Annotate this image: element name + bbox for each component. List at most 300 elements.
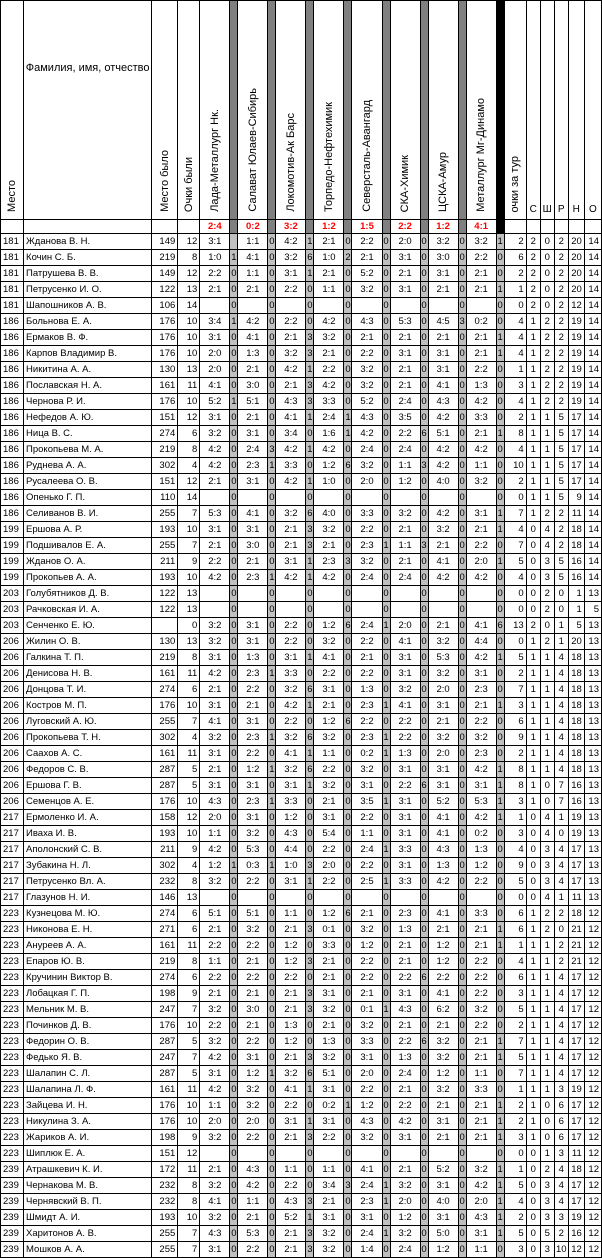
cell-points-were: 13 <box>178 586 200 602</box>
cell-stat: 1 <box>526 730 540 746</box>
cell-place-was: 176 <box>152 314 178 330</box>
cell-tour-points: 8 <box>504 762 526 778</box>
cell-prediction <box>352 586 382 602</box>
cell-stat: 14 <box>584 506 601 522</box>
cell-prediction: 3:1 <box>428 346 458 362</box>
cell-stat: 1 <box>540 730 554 746</box>
cell-prediction: 4:2 <box>200 570 230 586</box>
cell-prediction-points: 0 <box>458 746 466 762</box>
cell-prediction-points: 0 <box>496 1002 504 1018</box>
cell-prediction-points: 0 <box>382 522 390 538</box>
cell-tour-points: 7 <box>504 1066 526 1082</box>
cell-prediction: 3:3 <box>390 874 420 890</box>
cell-prediction-points: 0 <box>382 250 390 266</box>
cell-prediction: 2:1 <box>390 362 420 378</box>
cell-prediction-points: 1 <box>306 474 314 490</box>
cell-prediction: 1:3 <box>390 922 420 938</box>
cell-tour-points: 3 <box>504 986 526 1002</box>
cell-prediction: 3:1 <box>200 330 230 346</box>
cell-prediction-points: 1 <box>496 922 504 938</box>
header-stat-label: С <box>529 204 537 215</box>
header-match-spacer <box>496 1 504 220</box>
cell-place-was: 255 <box>152 714 178 730</box>
results-blank <box>540 220 554 234</box>
cell-prediction: 2:1 <box>390 266 420 282</box>
cell-stat: 2 <box>554 234 568 250</box>
cell-stat: 13 <box>584 682 601 698</box>
cell-stat: 0 <box>526 842 540 858</box>
cell-points-were: 10 <box>178 570 200 586</box>
cell-stat: 2 <box>540 1162 554 1178</box>
cell-prediction-points: 1 <box>496 1034 504 1050</box>
cell-points-were: 4 <box>178 458 200 474</box>
cell-stat: 0 <box>540 298 554 314</box>
cell-name: Федько Я. В. <box>24 1050 152 1066</box>
cell-name: Глазунов Н. И. <box>24 890 152 906</box>
cell-prediction: 2:2 <box>466 986 496 1002</box>
cell-name: Починков Д. В. <box>24 1018 152 1034</box>
cell-points-were: 10 <box>178 826 200 842</box>
cell-tour-points: 9 <box>504 730 526 746</box>
header-match-5-label: СКА-Химик <box>399 154 412 212</box>
cell-prediction-points: 0 <box>268 1098 276 1114</box>
cell-prediction-points: 0 <box>344 1146 352 1162</box>
header-match-5 <box>390 1 420 220</box>
cell-prediction: 3:1 <box>428 1178 458 1194</box>
cell-prediction: 2:1 <box>390 938 420 954</box>
cell-stat: 17 <box>568 970 584 986</box>
cell-prediction-points: 0 <box>458 890 466 906</box>
cell-prediction: 5:1 <box>238 906 268 922</box>
cell-name: Ершова Г. В. <box>24 778 152 794</box>
cell-stat: 0 <box>526 602 540 618</box>
cell-prediction: 3:1 <box>428 362 458 378</box>
cell-stat: 14 <box>584 314 601 330</box>
cell-name: Прокопьева М. А. <box>24 442 152 458</box>
cell-prediction: 1:3 <box>390 1050 420 1066</box>
cell-stat: 1 <box>540 490 554 506</box>
cell-prediction-points: 1 <box>306 698 314 714</box>
cell-prediction: 4:2 <box>428 442 458 458</box>
cell-prediction-points: 0 <box>496 1146 504 1162</box>
cell-prediction-points: 6 <box>344 458 352 474</box>
cell-prediction <box>390 490 420 506</box>
cell-points-were: 10 <box>178 1210 200 1226</box>
cell-prediction: 4:2 <box>466 650 496 666</box>
cell-tour-points: 4 <box>504 570 526 586</box>
cell-stat: 13 <box>584 874 601 890</box>
cell-prediction: 2:1 <box>238 986 268 1002</box>
cell-name: Шалапин С. Л. <box>24 1066 152 1082</box>
cell-prediction: 3:2 <box>200 618 230 634</box>
cell-prediction: 2:4 <box>390 1242 420 1258</box>
cell-prediction-points: 0 <box>420 234 428 250</box>
cell-points-were: 11 <box>178 938 200 954</box>
cell-stat: 1 <box>526 314 540 330</box>
cell-prediction <box>390 1146 420 1162</box>
cell-name: Чернявский В. П. <box>24 1194 152 1210</box>
cell-place-was: 130 <box>152 362 178 378</box>
cell-prediction-points: 0 <box>230 1210 238 1226</box>
cell-prediction: 2:1 <box>466 282 496 298</box>
cell-prediction-points: 0 <box>268 1194 276 1210</box>
cell-prediction-points: 1 <box>382 1226 390 1242</box>
cell-prediction-points: 0 <box>344 1194 352 1210</box>
cell-name: Шалапина Л. Ф. <box>24 1082 152 1098</box>
cell-prediction-points: 0 <box>344 282 352 298</box>
cell-prediction-points: 0 <box>420 250 428 266</box>
cell-stat: 13 <box>584 650 601 666</box>
cell-points-were: 6 <box>178 970 200 986</box>
results-spacer <box>420 220 428 234</box>
results-spacer <box>344 220 352 234</box>
cell-prediction-points: 1 <box>496 1194 504 1210</box>
cell-prediction-points: 0 <box>268 362 276 378</box>
cell-prediction: 2:0 <box>352 1066 382 1082</box>
cell-points-were: 10 <box>178 794 200 810</box>
cell-points-were: 10 <box>178 1098 200 1114</box>
cell-stat: 1 <box>540 458 554 474</box>
cell-prediction: 3:2 <box>390 1226 420 1242</box>
cell-prediction: 3:2 <box>276 1066 306 1082</box>
cell-prediction-points: 1 <box>306 570 314 586</box>
cell-prediction: 3:2 <box>200 874 230 890</box>
cell-prediction-points: 0 <box>344 746 352 762</box>
cell-prediction: 4:2 <box>238 1178 268 1194</box>
cell-prediction-points: 3 <box>306 330 314 346</box>
cell-prediction: 2:1 <box>200 538 230 554</box>
cell-prediction-points: 0 <box>268 1082 276 1098</box>
cell-prediction: 3:2 <box>466 234 496 250</box>
cell-place: 186 <box>1 442 24 458</box>
cell-stat: 0 <box>526 826 540 842</box>
cell-prediction-points: 0 <box>458 298 466 314</box>
cell-prediction: 2:1 <box>314 1018 344 1034</box>
cell-prediction-points: 0 <box>230 698 238 714</box>
cell-prediction-points: 0 <box>268 1226 276 1242</box>
cell-stat: 12 <box>584 1178 601 1194</box>
cell-prediction: 2:1 <box>314 954 344 970</box>
cell-prediction: 4:2 <box>352 426 382 442</box>
cell-prediction-points: 0 <box>230 346 238 362</box>
cell-stat: 2 <box>540 586 554 602</box>
cell-prediction-points: 0 <box>230 730 238 746</box>
cell-prediction: 1:2 <box>314 906 344 922</box>
cell-prediction: 1:2 <box>390 1210 420 1226</box>
cell-prediction-points: 0 <box>420 1178 428 1194</box>
cell-place: 199 <box>1 538 24 554</box>
cell-stat: 5 <box>554 570 568 586</box>
cell-stat: 18 <box>568 698 584 714</box>
cell-prediction-points: 6 <box>420 778 428 794</box>
cell-prediction-points: 0 <box>420 1066 428 1082</box>
cell-stat: 2 <box>540 394 554 410</box>
table-row <box>1 1178 602 1194</box>
cell-prediction: 2:0 <box>428 746 458 762</box>
cell-stat: 0 <box>540 1130 554 1146</box>
cell-prediction-points: 0 <box>268 922 276 938</box>
cell-prediction: 2:1 <box>466 426 496 442</box>
cell-name: Опенько Г. П. <box>24 490 152 506</box>
cell-stat: 3 <box>554 1210 568 1226</box>
cell-stat: 4 <box>554 650 568 666</box>
cell-prediction-points: 0 <box>230 938 238 954</box>
cell-prediction: 2:2 <box>276 634 306 650</box>
cell-prediction: 2:0 <box>200 1114 230 1130</box>
cell-prediction: 2:1 <box>466 1098 496 1114</box>
cell-stat: 1 <box>540 1034 554 1050</box>
cell-place: 239 <box>1 1194 24 1210</box>
cell-prediction: 4:1 <box>466 618 496 634</box>
cell-prediction-points: 0 <box>458 1226 466 1242</box>
cell-place-was: 219 <box>152 650 178 666</box>
cell-prediction-points: 0 <box>496 858 504 874</box>
cell-stat: 1 <box>540 746 554 762</box>
cell-stat: 14 <box>584 490 601 506</box>
cell-prediction-points: 0 <box>230 410 238 426</box>
cell-prediction: 5:2 <box>276 1210 306 1226</box>
cell-place-was: 176 <box>152 698 178 714</box>
table-row <box>1 1162 602 1178</box>
cell-prediction-points: 0 <box>230 1066 238 1082</box>
cell-prediction-points: 0 <box>306 458 314 474</box>
cell-prediction-points: 1 <box>306 554 314 570</box>
table-row <box>1 394 602 410</box>
cell-prediction-points: 0 <box>458 410 466 426</box>
cell-prediction: 4:3 <box>466 1210 496 1226</box>
cell-prediction: 0:1 <box>314 922 344 938</box>
cell-prediction-points: 0 <box>306 810 314 826</box>
cell-stat: 14 <box>584 554 601 570</box>
header-fio-label: Фамилия, имя, отчество <box>25 62 150 74</box>
cell-prediction-points: 0 <box>344 1162 352 1178</box>
cell-name: Епаров Ю. В. <box>24 954 152 970</box>
cell-prediction-points: 0 <box>230 1098 238 1114</box>
cell-place-was: 271 <box>152 922 178 938</box>
match-result: 2:2 <box>390 220 420 234</box>
cell-prediction-points: 0 <box>230 650 238 666</box>
cell-stat: 2 <box>526 618 540 634</box>
cell-prediction-points: 0 <box>230 826 238 842</box>
cell-prediction: 1:2 <box>200 858 230 874</box>
cell-prediction: 1:2 <box>390 474 420 490</box>
cell-prediction-points: 0 <box>344 826 352 842</box>
cell-name: Больнова Е. А. <box>24 314 152 330</box>
cell-prediction-points: 1 <box>496 1114 504 1130</box>
cell-prediction-points: 0 <box>458 906 466 922</box>
cell-stat: 4 <box>554 1050 568 1066</box>
cell-prediction-points: 0 <box>268 1002 276 1018</box>
cell-prediction: 1:2 <box>428 954 458 970</box>
header-stat-2 <box>554 1 568 220</box>
cell-prediction <box>314 586 344 602</box>
table-row <box>1 506 602 522</box>
cell-prediction-points: 0 <box>420 666 428 682</box>
cell-prediction: 3:1 <box>238 810 268 826</box>
cell-prediction-points: 0 <box>458 1082 466 1098</box>
cell-prediction-points: 0 <box>268 266 276 282</box>
cell-prediction-points: 0 <box>268 650 276 666</box>
cell-place-was: 161 <box>152 938 178 954</box>
cell-prediction: 1:1 <box>200 954 230 970</box>
cell-prediction-points: 0 <box>420 1114 428 1130</box>
cell-prediction: 4:0 <box>428 1194 458 1210</box>
cell-prediction-points: 0 <box>382 362 390 378</box>
cell-prediction: 2:1 <box>314 1194 344 1210</box>
cell-prediction-points: 3 <box>306 522 314 538</box>
cell-place-was: 274 <box>152 970 178 986</box>
cell-prediction: 3:2 <box>352 1130 382 1146</box>
cell-prediction: 4:1 <box>428 986 458 1002</box>
cell-prediction-points: 0 <box>268 1210 276 1226</box>
cell-stat: 3 <box>540 858 554 874</box>
cell-points-were: 13 <box>178 634 200 650</box>
cell-prediction-points: 0 <box>230 970 238 986</box>
cell-prediction-points: 0 <box>382 954 390 970</box>
cell-place: 206 <box>1 650 24 666</box>
cell-prediction <box>200 1146 230 1162</box>
cell-name: Ершова А. Р. <box>24 522 152 538</box>
cell-prediction: 2:1 <box>352 986 382 1002</box>
cell-place: 217 <box>1 890 24 906</box>
cell-prediction-points: 0 <box>496 730 504 746</box>
cell-prediction-points: 0 <box>496 682 504 698</box>
cell-stat: 12 <box>584 1098 601 1114</box>
cell-place-was: 161 <box>152 378 178 394</box>
header-match-4-label: Северсталь-Авангард <box>361 100 373 212</box>
cell-prediction: 4:1 <box>276 746 306 762</box>
cell-stat: 14 <box>584 570 601 586</box>
cell-stat: 4 <box>554 986 568 1002</box>
cell-prediction: 3:1 <box>428 778 458 794</box>
cell-prediction: 3:1 <box>276 554 306 570</box>
cell-points-were: 7 <box>178 506 200 522</box>
cell-name: Мошков А. А. <box>24 1242 152 1258</box>
cell-prediction-points: 3 <box>306 1242 314 1258</box>
cell-prediction: 1:3 <box>390 746 420 762</box>
cell-prediction-points: 0 <box>344 1034 352 1050</box>
cell-prediction-points: 6 <box>306 762 314 778</box>
cell-tour-points: 8 <box>504 778 526 794</box>
cell-prediction-points: 0 <box>344 842 352 858</box>
cell-prediction-points: 1 <box>344 1098 352 1114</box>
cell-stat: 17 <box>568 474 584 490</box>
cell-prediction-points: 0 <box>230 618 238 634</box>
cell-tour-points: 0 <box>504 602 526 618</box>
cell-tour-points: 2 <box>504 1018 526 1034</box>
cell-tour-points: 2 <box>504 1098 526 1114</box>
cell-stat: 4 <box>554 682 568 698</box>
cell-prediction-points: 0 <box>306 618 314 634</box>
table-row <box>1 234 602 250</box>
cell-prediction: 2:2 <box>390 1034 420 1050</box>
cell-prediction <box>466 298 496 314</box>
cell-prediction: 2:4 <box>352 1178 382 1194</box>
cell-prediction-points: 0 <box>230 682 238 698</box>
cell-prediction-points: 3 <box>306 1226 314 1242</box>
cell-prediction-points: 0 <box>420 570 428 586</box>
cell-prediction: 3:1 <box>428 1210 458 1226</box>
cell-prediction: 3:1 <box>276 778 306 794</box>
cell-points-were: 8 <box>178 442 200 458</box>
cell-place-was: 198 <box>152 986 178 1002</box>
table-row <box>1 346 602 362</box>
cell-stat: 1 <box>540 698 554 714</box>
cell-prediction: 4:2 <box>428 874 458 890</box>
cell-points-were: 6 <box>178 682 200 698</box>
cell-prediction: 4:3 <box>428 394 458 410</box>
cell-prediction-points: 0 <box>344 1018 352 1034</box>
cell-tour-points: 0 <box>504 586 526 602</box>
cell-prediction: 2:0 <box>352 474 382 490</box>
header-match-6 <box>428 1 458 220</box>
cell-stat: 0 <box>540 266 554 282</box>
cell-stat: 12 <box>584 922 601 938</box>
cell-points-were: 5 <box>178 762 200 778</box>
cell-stat: 1 <box>526 778 540 794</box>
cell-stat: 0 <box>554 602 568 618</box>
cell-place-was: 176 <box>152 1114 178 1130</box>
cell-stat: 9 <box>568 490 584 506</box>
cell-tour-points: 1 <box>504 938 526 954</box>
cell-prediction-points: 0 <box>344 1082 352 1098</box>
cell-prediction: 3:1 <box>200 522 230 538</box>
cell-stat: 19 <box>568 810 584 826</box>
cell-prediction: 2:2 <box>276 282 306 298</box>
cell-name: Шапошников А. В. <box>24 298 152 314</box>
cell-place-was: 106 <box>152 298 178 314</box>
cell-prediction: 4:3 <box>352 1114 382 1130</box>
cell-place: 239 <box>1 1178 24 1194</box>
cell-prediction: 3:2 <box>238 1098 268 1114</box>
cell-prediction: 2:2 <box>314 842 344 858</box>
cell-tour-points: 5 <box>504 1178 526 1194</box>
cell-stat: 17 <box>568 410 584 426</box>
cell-prediction: 1:1 <box>276 1162 306 1178</box>
cell-prediction: 2:3 <box>390 906 420 922</box>
cell-stat: 18 <box>568 730 584 746</box>
cell-prediction-points: 0 <box>458 570 466 586</box>
cell-prediction: 2:4 <box>238 442 268 458</box>
cell-stat: 4 <box>554 1066 568 1082</box>
cell-stat: 20 <box>568 250 584 266</box>
cell-prediction: 4:2 <box>200 442 230 458</box>
cell-stat: 14 <box>584 266 601 282</box>
cell-prediction: 2:3 <box>466 746 496 762</box>
cell-prediction: 2:2 <box>390 714 420 730</box>
cell-place: 206 <box>1 746 24 762</box>
cell-prediction: 3:2 <box>428 666 458 682</box>
cell-stat: 2 <box>554 522 568 538</box>
cell-prediction-points: 0 <box>306 1018 314 1034</box>
cell-name: Федоров С. В. <box>24 762 152 778</box>
cell-points-were: 7 <box>178 1242 200 1258</box>
cell-prediction: 3:1 <box>200 778 230 794</box>
cell-prediction-points: 0 <box>268 298 276 314</box>
cell-stat: 1 <box>526 394 540 410</box>
cell-prediction: 2:3 <box>238 730 268 746</box>
cell-prediction: 2:1 <box>200 922 230 938</box>
cell-prediction: 4:1 <box>428 554 458 570</box>
cell-prediction-points: 1 <box>268 762 276 778</box>
cell-prediction: 1:1 <box>276 906 306 922</box>
cell-stat: 1 <box>526 650 540 666</box>
cell-tour-points: 2 <box>504 234 526 250</box>
cell-prediction: 4:1 <box>428 906 458 922</box>
cell-stat: 2 <box>540 602 554 618</box>
cell-prediction-points: 0 <box>344 938 352 954</box>
cell-prediction-points: 1 <box>382 1178 390 1194</box>
